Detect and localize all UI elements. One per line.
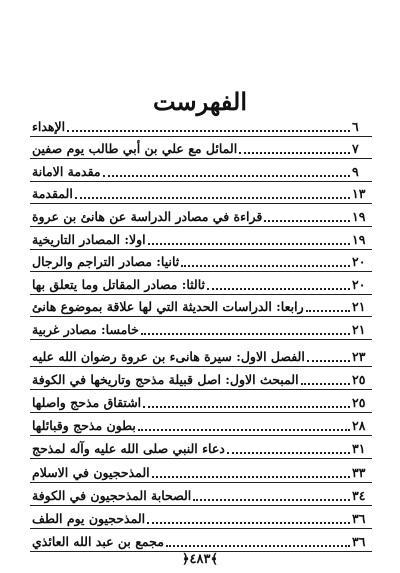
dot-leader — [193, 499, 350, 501]
toc-entry-title: ثانيا: مصادر التراجم والرجال — [32, 254, 180, 270]
dot-leader — [307, 360, 350, 362]
toc-entry-page: ٣٦ — [352, 533, 366, 549]
dot-leader — [141, 333, 350, 335]
toc-entry — [30, 159, 372, 182]
toc-entry-page: ٦ — [352, 118, 359, 134]
toc-entry — [30, 459, 372, 482]
dot-leader — [138, 429, 350, 431]
toc-entry-page: ٣١ — [352, 441, 366, 457]
toc-entry-title: ثالثا: مصادر المقاتل وما يتعلق بها — [32, 276, 206, 292]
toc-list-1 — [30, 114, 372, 340]
toc-entry — [30, 344, 372, 367]
toc-entry-title: المائل مع علي بن أبي طالب يوم صفين — [32, 141, 238, 157]
toc-entry-page: ٢٠ — [352, 254, 366, 270]
toc-entry-page: ٣٦ — [352, 510, 366, 526]
toc-entry — [30, 529, 372, 552]
toc-entry-title: المقدمة — [32, 186, 73, 202]
dot-leader — [152, 476, 350, 478]
toc-list-2 — [30, 344, 372, 552]
toc-entry — [30, 390, 372, 413]
dot-leader — [264, 220, 350, 222]
toc-entry — [30, 250, 372, 273]
toc-entry-title: دعاء النبي صلى الله عليه وآله لمذحج — [32, 441, 225, 457]
toc-entry-page: ٢٨ — [352, 418, 366, 434]
dot-leader — [67, 130, 350, 132]
toc-entry — [30, 182, 372, 205]
dot-leader — [75, 197, 350, 199]
dot-leader — [239, 152, 350, 154]
toc-entry-title: المذحجيون في الاسلام — [32, 464, 150, 480]
toc-entry — [30, 367, 372, 390]
dot-leader — [103, 175, 350, 177]
toc-entry-title: بطون مذحج وقبائلها — [32, 418, 136, 434]
toc-entry-page: ٣٣ — [352, 464, 366, 480]
toc-entry-title: خامسا: مصادر غربية — [32, 321, 139, 337]
toc-entry-page: ٢١ — [352, 299, 366, 315]
toc-entry-page: ١٣ — [352, 186, 366, 202]
toc-entry — [30, 114, 372, 137]
page-number: ﴿٤٨٣﴾ — [181, 552, 219, 567]
toc-entry-title: الفصل الاول: سيرة هانىء بن عروة رضوان الله عليه — [32, 349, 305, 365]
toc-entry-page: ٣٤ — [352, 487, 366, 503]
toc-entry — [30, 227, 372, 250]
dot-leader — [147, 522, 350, 524]
toc-entry — [30, 436, 372, 459]
toc-entry-page: ٢٣ — [352, 349, 366, 365]
toc-entry-page: ٢٠ — [352, 276, 366, 292]
toc-entry — [30, 317, 372, 340]
toc-entry-page: ٢١ — [352, 321, 366, 337]
dot-leader — [207, 288, 350, 290]
toc-entry-title: مجمع بن عبد الله العائذي — [32, 533, 164, 549]
toc-entry-page: ٢٥ — [352, 395, 366, 411]
toc-entry-title: اولا: المصادر التاريخية — [32, 231, 146, 247]
toc-entry-title: المذحجيون يوم الطف — [32, 510, 146, 526]
toc-entry — [30, 483, 372, 506]
toc-entry — [30, 137, 372, 160]
toc-entry — [30, 272, 372, 295]
toc-entry-title: رابعا: الدراسات الحديثة التي لها علاقة بموضوع هانئ — [32, 299, 304, 315]
toc-entry — [30, 295, 372, 318]
dot-leader — [227, 452, 350, 454]
toc-entry-title: قراءة في مصادر الدراسة عن هانئ بن عروة — [32, 208, 263, 224]
dot-leader — [143, 406, 350, 408]
toc-entry-page: ١٩ — [352, 208, 366, 224]
toc-entry-title: مقدمة الامانة — [32, 163, 101, 179]
toc-entry-page: ٩ — [352, 163, 359, 179]
dot-leader — [301, 383, 350, 385]
toc-entry — [30, 506, 372, 529]
toc-entry-page: ١٩ — [352, 231, 366, 247]
page-title: الفهرست — [152, 87, 248, 116]
dot-leader — [148, 243, 350, 245]
toc-entry — [30, 204, 372, 227]
dot-leader — [306, 310, 350, 312]
toc-entry-title: الإهداء — [32, 118, 66, 134]
dot-leader — [181, 265, 350, 267]
toc-entry-title: الصحابة المذحجيون في الكوفة — [32, 487, 192, 503]
toc-entry-page: ٢٥ — [352, 372, 366, 388]
toc-entry — [30, 413, 372, 436]
dot-leader — [166, 545, 350, 547]
toc-entry-title: اشتقاق مذحج واصلها — [32, 395, 142, 411]
toc-entry-title: المبحث الاول: اصل قبيلة مذحج وتاريخها في الكوفة — [32, 372, 299, 388]
toc-entry-page: ٧ — [352, 141, 359, 157]
